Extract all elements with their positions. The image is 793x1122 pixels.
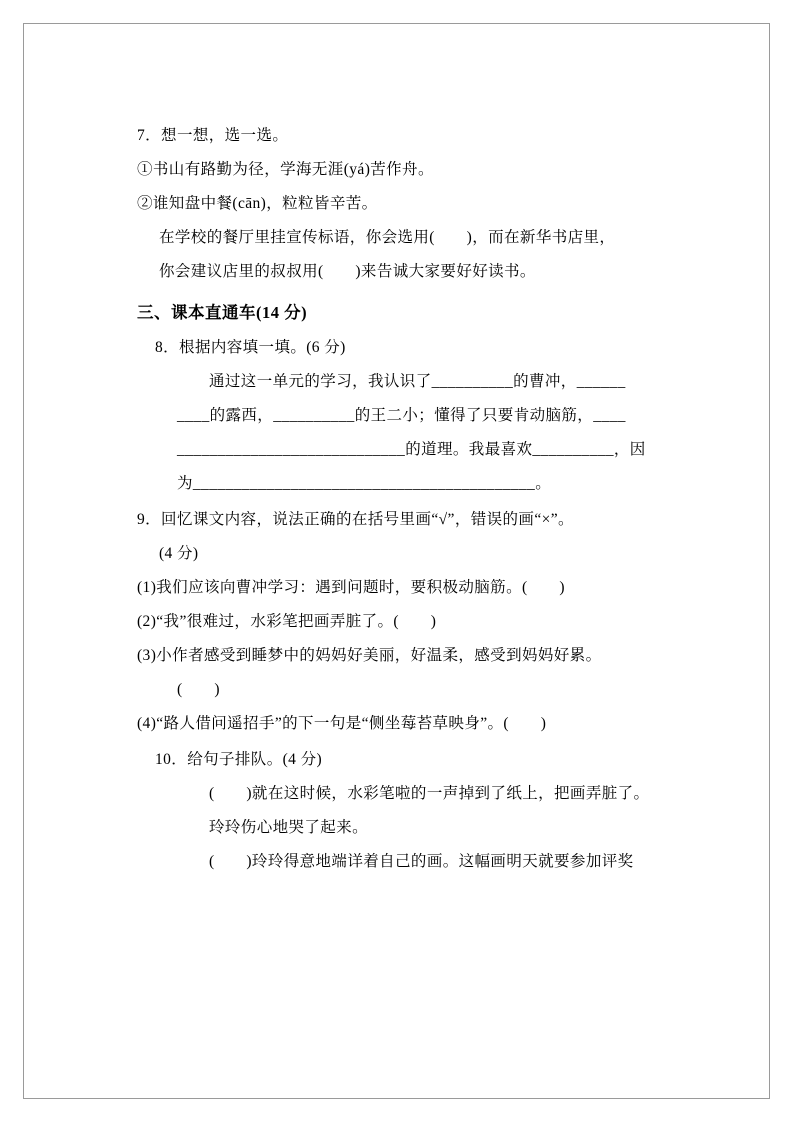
- question-9-item-1: (1)我们应该向曹冲学习：遇到问题时，要积极动脑筋。( ): [137, 579, 565, 596]
- question-9-heading-line-2: (4 分): [159, 545, 199, 562]
- question-10-heading: 10．给句子排队。(4 分): [155, 751, 323, 768]
- question-8-heading: 8．根据内容填一填。(6 分): [155, 339, 346, 356]
- page-border: [23, 23, 770, 1099]
- question-10-line-2: 玲玲伤心地哭了起来。: [209, 819, 369, 836]
- question-9-item-2: (2)“我”很难过，水彩笔把画弄脏了。( ): [137, 613, 437, 630]
- question-7-heading: 7．想一想，选一选。: [137, 127, 289, 144]
- question-10-line-3: ( )玲玲得意地端详着自己的画。这幅画明天就要参加评奖: [209, 853, 634, 870]
- question-7-body-line-1: 在学校的餐厅里挂宣传标语，你会选用( )，而在新华书店里，: [159, 229, 616, 246]
- question-8-line-4: 为__________________________________________。: [177, 475, 552, 492]
- question-7: [137, 119, 707, 289]
- question-9-item-3-answer-bracket: ( ): [177, 681, 220, 698]
- question-7-body-line-2: 你会建议店里的叔叔用( )来告诚大家要好好读书。: [159, 263, 536, 280]
- question-9: [137, 503, 707, 741]
- question-8-line-2: ____的露西，__________的王二小；懂得了只要肯动脑筋，____: [177, 407, 626, 424]
- question-8: [137, 331, 707, 501]
- question-9-item-3: (3)小作者感受到睡梦中的妈妈好美丽，好温柔，感受到妈妈好累。: [137, 647, 602, 664]
- question-7-item-2: ②谁知盘中餐(cān)，粒粒皆辛苦。: [137, 195, 378, 212]
- question-7-item-1: ①书山有路勤为径，学海无涯(yá)苦作舟。: [137, 161, 434, 178]
- question-10-line-1: ( )就在这时候，水彩笔啦的一声掉到了纸上，把画弄脏了。: [209, 785, 650, 802]
- page-content: [137, 119, 707, 881]
- question-10: [137, 743, 707, 879]
- section-heading-3: 三、课本直通车(14 分): [137, 303, 308, 322]
- question-8-line-3: ____________________________的道理。我最喜欢__________，因: [177, 441, 646, 458]
- question-9-heading-line-1: 9．回忆课文内容，说法正确的在括号里画“√”，错误的画“×”。: [137, 511, 574, 528]
- question-8-line-1: 通过这一单元的学习，我认识了__________的曹冲，______: [209, 373, 626, 390]
- question-9-item-4: (4)“路人借问遥招手”的下一句是“侧坐莓苔草映身”。( ): [137, 715, 547, 732]
